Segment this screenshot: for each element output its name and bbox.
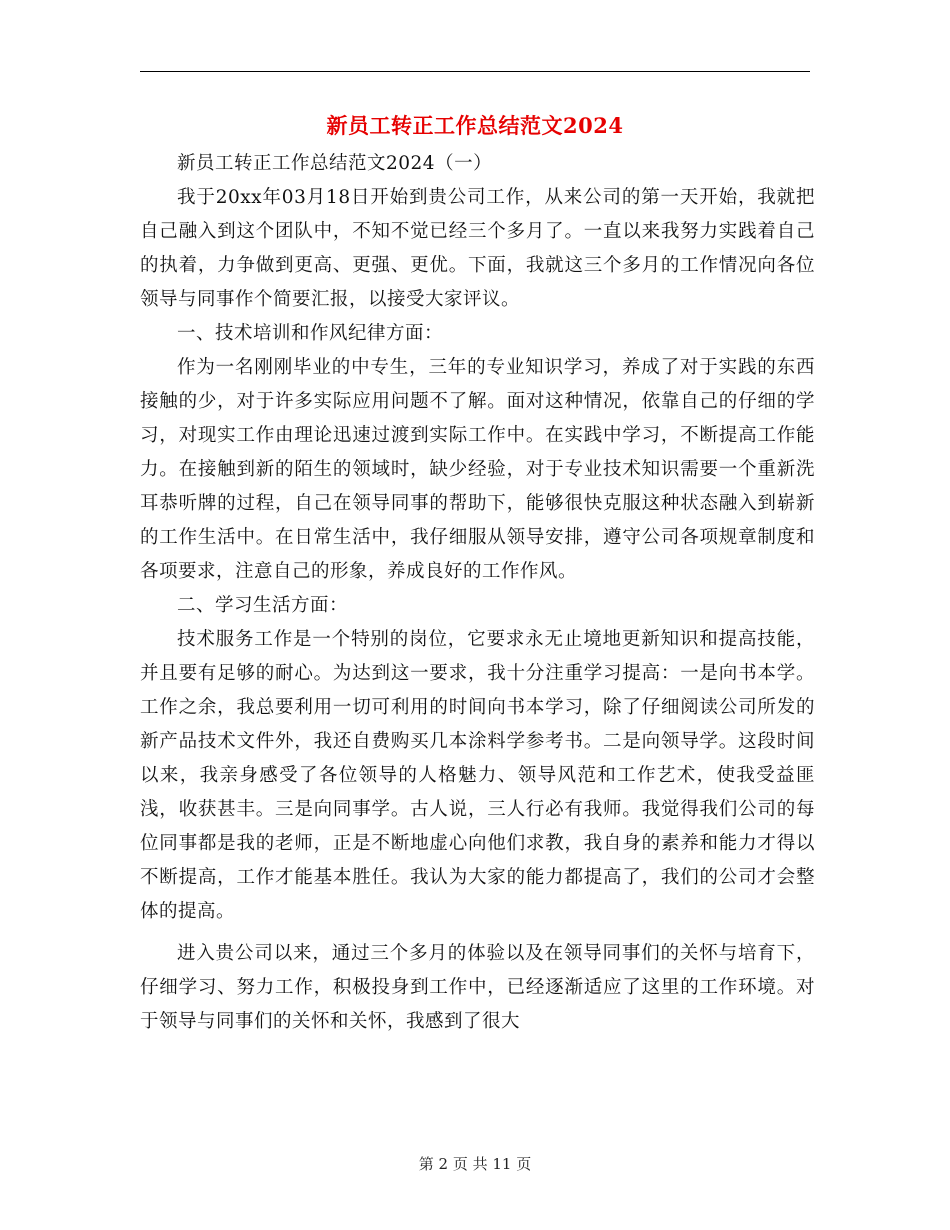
page-footer: 第 2 页 共 11 页 [418,1155,532,1173]
header-rule [140,71,810,72]
section-2-paragraph: 技术服务工作是一个特别的岗位，它要求永无止境地更新知识和提高技能，并且要有足够的耐心。为达到这一要求，我十分注重学习提高：一是向书本学。工作之余，我总要利用一切可利用的时间向书本学习，除了仔细阅读公司所发的新产品技术文件外，我还自费购买几本涂料学参考书。二是向领导学。这段时间以来，我亲身感受了各位领导的人格魅力、领导风范和工作艺术，使我受益匪浅，收获甚丰。三是向同事学。古人说，三人行必有我师。我觉得我们公司的每位同事都是我的老师，正是不断地虚心向他们求教，我自身的素养和能力才得以不断提高，工作才能基本胜任。我认为大家的能力都提高了，我们的公司才会整体的提高。 [140,629,815,922]
section-heading-1: 一、技术培训和作风纪律方面： [177,323,444,344]
subtitle-paragraph: 新员工转正工作总结范文2024（一） [177,153,493,174]
document-body [140,147,815,1039]
section-heading-2: 二、学习生活方面： [177,595,349,616]
document-title: 新员工转正工作总结范文2024 [326,113,624,138]
intro-paragraph: 我于20xx年03月18日开始到贵公司工作，从来公司的第一天开始，我就把自己融入到这个团队中，不知不觉已经三个多月了。一直以来我努力实践着自己的执着，力争做到更高、更强、更优。下面，我就这三个多月的工作情况向各位领导与同事作个简要汇报，以接受大家评议。 [140,187,815,310]
closing-paragraph: 进入贵公司以来，通过三个多月的体验以及在领导同事们的关怀与培育下，仔细学习、努力工作，积极投身到工作中，已经逐渐适应了这里的工作环境。对于领导与同事们的关怀和关怀，我感到了很大 [140,943,815,1032]
section-1-paragraph: 作为一名刚刚毕业的中专生，三年的专业知识学习，养成了对于实践的东西接触的少，对于许多实际应用问题不了解。面对这种情况，依靠自己的仔细的学习，对现实工作由理论迅速过渡到实际工作中。在实践中学习，不断提高工作能力。在接触到新的陌生的领域时，缺少经验，对于专业技术知识需要一个重新洗耳恭听牌的过程，自己在领导同事的帮助下，能够很快克服这种状态融入到崭新的工作生活中。在日常生活中，我仔细服从领导安排，遵守公司各项规章制度和各项要求，注意自己的形象，养成良好的工作作风。 [140,357,815,582]
